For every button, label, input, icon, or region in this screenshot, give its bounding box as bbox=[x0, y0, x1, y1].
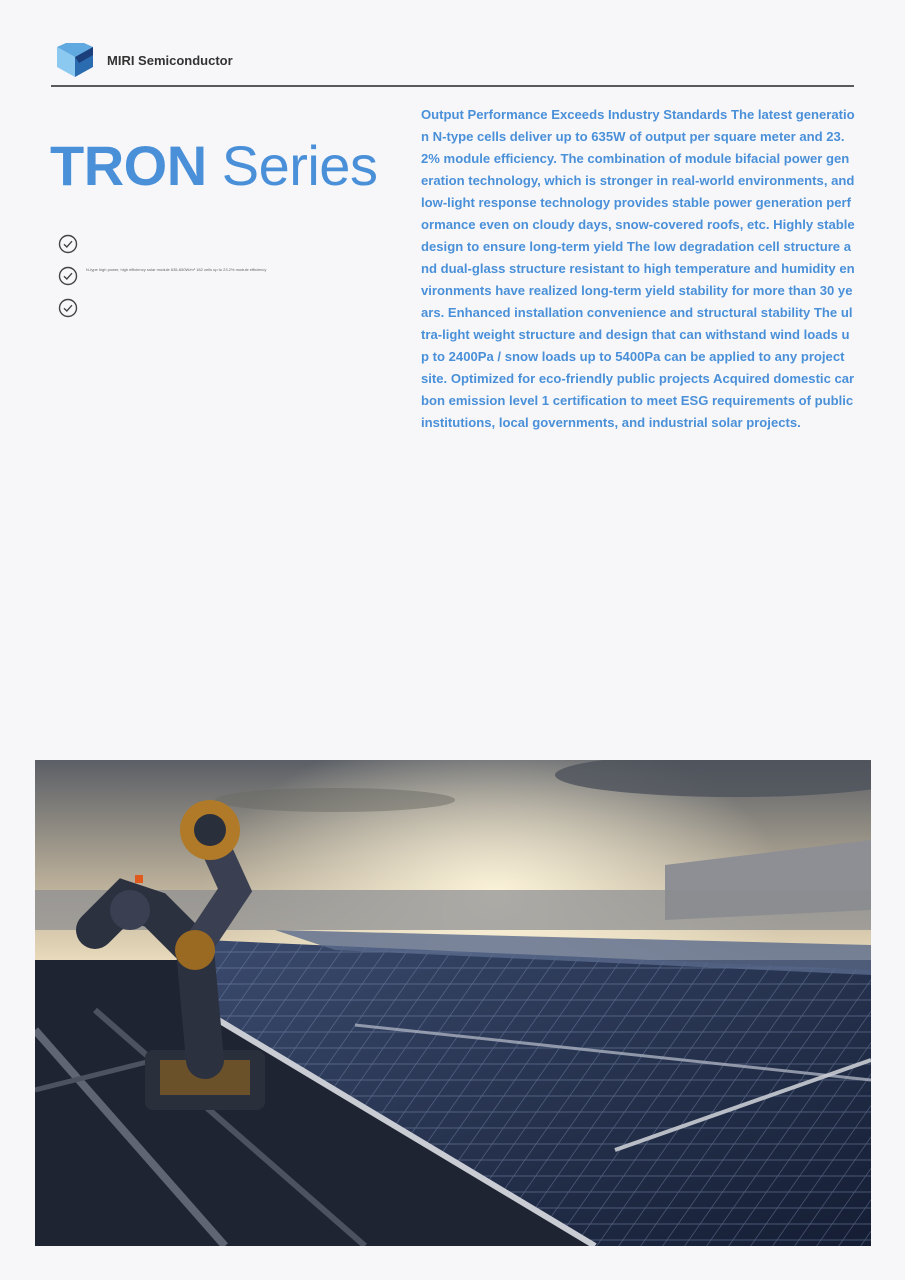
page-header bbox=[55, 42, 233, 78]
hero-photo-solar-robot bbox=[35, 760, 871, 1246]
page-title bbox=[50, 133, 377, 198]
feature-item bbox=[58, 228, 266, 260]
brand-name: MIRI Semiconductor bbox=[107, 52, 233, 68]
description-text: Output Performance Exceeds Industry Standards The latest generation N-type cells deliver up to 635W of output per square meter and 23.2% module efficiency. The combination of module bifacial power generation technology, which is stronger in real-world environments, and low-light response technology provides stable power generation performance even on cloudy days, snow-covered roofs, etc. Highly stable design to ensure long-term yield The low degradation cell structure and dual-glass structure resistant to high temperature and humidity environments have realized long-term yield stability for more than 30 years. Enhanced installation convenience and structural stability The ultra-light weight structure and design that can withstand wind loads up to 2400Pa / snow loads up to 5400Pa can be applied to any project site. Optimized for eco-friendly public projects Acquired domestic carbon emission level 1 certification to meet ESG requirements of public institutions, local governments, and industrial solar projects. bbox=[421, 107, 855, 430]
feature-item bbox=[58, 260, 266, 292]
check-circle-icon bbox=[58, 266, 78, 286]
check-circle-icon bbox=[58, 298, 78, 318]
title-bold: TRON bbox=[50, 134, 207, 197]
cube-logo-icon bbox=[55, 43, 95, 77]
feature-text: N-type high power, high efficiency solar module 635-650W/m² 182 cells up to 23.2% module efficiency bbox=[86, 266, 267, 272]
feature-item bbox=[58, 292, 266, 324]
feature-list bbox=[58, 228, 266, 324]
check-circle-icon bbox=[58, 234, 78, 254]
header-divider bbox=[51, 85, 854, 87]
solar-panel-robot-image bbox=[35, 760, 871, 1246]
title-light: Series bbox=[221, 134, 378, 197]
